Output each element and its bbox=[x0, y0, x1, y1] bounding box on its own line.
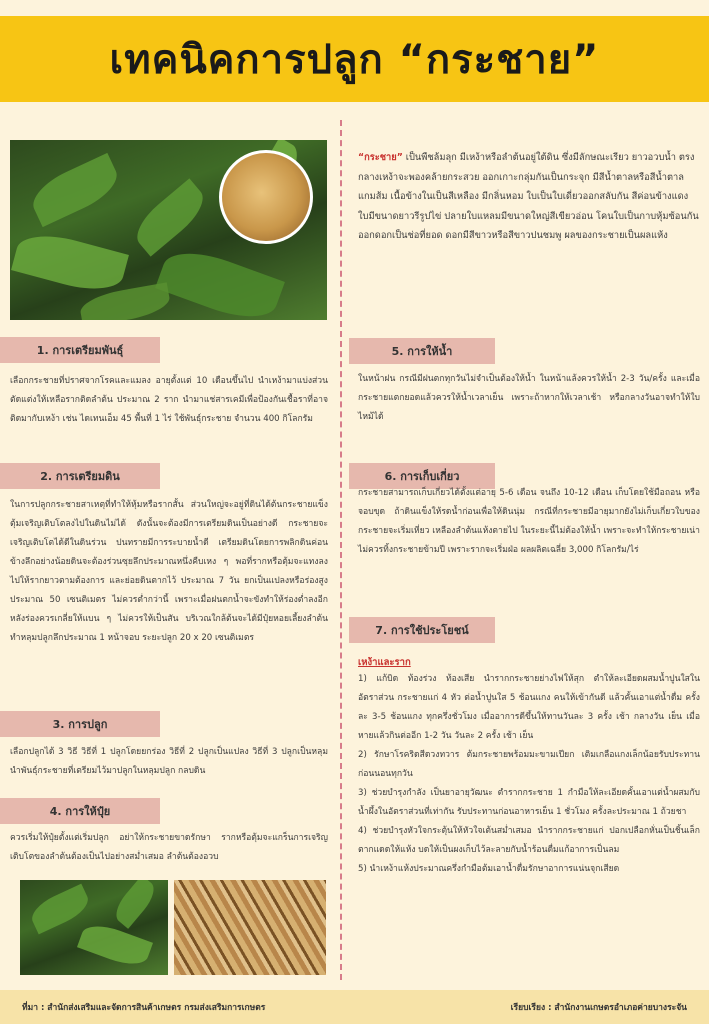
column-divider bbox=[340, 120, 342, 980]
section-body-4: ควรเริ่มให้ปุ๋ยตั้งแต่เริ่มปลูก อย่าให้กระชายขาดรักษา รากหรือตุ้มจะแกร็นการเจริญเติบโตของลำต้นต้องเป็นไปอย่างสม่ำเสมอ ลำต้นต้องอวบ bbox=[10, 833, 328, 862]
title-banner bbox=[0, 16, 709, 102]
uses-item-5: 5) นำเหง้าแห้งประมาณครึ่งกำมือต้มเอาน้ำดื่มรักษาอาการแน่นจุกเสียด bbox=[358, 864, 620, 874]
uses-item-2: 2) รักษาโรคริดสีดวงทวาร ต้มกระชายพร้อมมะขามเปียก เติมเกลือแกงเล็กน้อยรับประทานก่อนนอนทุกวัน bbox=[358, 750, 700, 779]
section-body-1: เลือกกระชายที่ปราศจากโรคและแมลง อายุตั้งแต่ 10 เดือนขึ้นไป นำเหง้ามาแบ่งส่วนตัดแต่งให้เหลือรากติดลำต้น ประมาณ 2 ราก นำมาแช่สารเคมีเพื่อป้องกันเชื้อราที่อาจติดมากับเหง้า เช่น ไดเทนเอ็ม 45 พื้นที่ 1 ไร่ ใช้พันธุ์กระชาย จำนวน 400 กิโลกรัม bbox=[10, 376, 328, 424]
section-body-6: กระชายสามารถเก็บเกี่ยวได้ตั้งแต่อายุ 5-6 เดือน จนถึง 10-12 เดือน เก็บโดยใช้มือถอน หรือจอบขุด ถ้าดินแข็งให้รดน้ำก่อนเพื่อให้ดินนุ่ม กรณีที่กระชายมีอายุมากยังไม่เก็บเกี่ยวใบของกระชายจะเริ่มเหี่ยว เหลืองลำต้นแห้งตายไป ในระยะนี้ไม่ต้องให้น้ำ เพราะจะทำให้กระชายเน่า ไม่ควรทิ้งกระชายข้ามปี เพราะรากจะเริ่มฝ่อ ผลผลิตเฉลี่ย 3,000 กิโลกรัม/ไร่ bbox=[358, 488, 700, 555]
page-title: เทคนิคการปลูก “กระชาย” bbox=[109, 37, 600, 83]
field-photo bbox=[20, 880, 168, 975]
rhizome-inset-photo bbox=[219, 150, 313, 244]
section-heading-6: 6. การเก็บเกี่ยว bbox=[349, 463, 495, 489]
intro-text: เป็นพืชล้มลุก มีเหง้าหรือลำต้นอยู่ใต้ดิน ซึ่งมีลักษณะเรียว ยาวอวบน้ำ ตรงกลางเหง้าจะพองคล้ายกระสวย ออกเกาะกลุ่มกันเป็นกระจุก มีสีน้ำตาลหรือสีน้ำตาลแกมส้ม เนื้อข้างในเป็นสีเหลือง มีกลิ่นหอม ใบเป็นใบเดี่ยวออกสลับกัน สีค่อนข้างแดง ใบมีขนาดยาวรีรูปไข่ ปลายใบแหลมมีขนาดใหญ่สีเขียวอ่อน โคนใบเป็นกาบหุ้มซ้อนกัน ออกดอกเป็นช่อที่ยอด ดอกมีสีขาวหรือสีขาวปนชมพู ผลของกระชายเป็นผลแห้ง bbox=[358, 152, 699, 241]
intro-paragraph bbox=[358, 148, 700, 246]
section-heading-7: 7. การใช้ประโยชน์ bbox=[349, 617, 495, 643]
section-body-2: ในการปลูกกระชายสาเหตุที่ทำให้หุ้มหรือรากสั้น ส่วนใหญ่จะอยู่ที่ดินได้ต้นกระชายแข็ง ตุ้มเจริญเติบโตลงไปในดินไม่ได้ ดังนั้นจะต้องมีการเตรียมดินเป็นอย่างดี กระชายจะเจริญเติบโตได้ดีในดินร่วน ปนทรายมีการระบายน้ำดี เตรียมดินโดยการพลิกดินค่อนข้างลึกอย่างน้อยดินจะต้องร่วนซุยลึกประมาณหนึ่งคืบเหง ๆ พอที่รากหรือตุ้มจะแทงลงไปให้รากยาวตามต้องการ และย่อยดินตากไว้ ประมาณ 7 วัน ยกเป็นแปลงหรือร่องสูงประมาณ 50 เซนติเมตร ไม่ควรต่ำกว่านี้ เพราะเมื่อฝนตกน้ำจะขังทำให้ร่องต่ำลงอีก หลังร่องควรเกลี่ยให้แบน ๆ ไม่ควรให้เป็นสัน บริเวณใกล้ต้นจะได้มีปุ๋ยหอยเลี้ยงลำต้น ทำหลุมปลูกลึกประมาณ 1 หน้าจอบ ระยะปลูก 20 x 20 เซนติเมตร bbox=[10, 500, 328, 643]
section-heading-3: 3. การปลูก bbox=[0, 711, 160, 737]
section-heading-2: 2. การเตรียมดิน bbox=[0, 463, 160, 489]
uses-item-4: 4) ช่วยบำรุงหัวใจกระตุ้นให้หัวใจเต้นสม่ำเสมอ นำรากกระชายแก่ ปอกเปลือกหั่นเป็นชิ้นเล็ก ตากแดดให้แห้ง บดให้เป็นผงเก็บไว้ละลายกับน้ำร้อนดื่มแก้อาการเป็นลม bbox=[358, 826, 700, 855]
section-heading-4: 4. การให้ปุ๋ย bbox=[0, 798, 160, 824]
section-heading-5: 5. การให้น้ำ bbox=[349, 338, 495, 364]
section-heading-1: 1. การเตรียมพันธุ์ bbox=[0, 337, 160, 363]
uses-item-3: 3) ช่วยบำรุงกำลัง เป็นยาอายุวัฒนะ ตำรากกระชาย 1 กำมือให้ละเอียดคั้นเอาแต่น้ำผสมกับน้ำผึ้งในอัตราส่วนที่เท่ากัน รับประทานก่อนอาหารเย็น 1 ชั่วโมง ครั้งละประมาณ 1 ถ้วยชา bbox=[358, 788, 700, 817]
footer-compiled-by: เรียบเรียง : สำนักงานเกษตรอำเภอค่ายบางระจัน bbox=[510, 1003, 687, 1013]
footer-bar bbox=[0, 990, 709, 1024]
uses-list bbox=[358, 670, 700, 879]
harvested-rhizome-photo bbox=[174, 880, 326, 975]
footer-source: ที่มา : สำนักส่งเสริมและจัดการสินค้าเกษตร กรมส่งเสริมการเกษตร bbox=[22, 1003, 266, 1013]
uses-item-1: 1) แก้บิด ท้องร่วง ท้องเสีย นำรากกระชายย่างไฟให้สุก ตำให้ละเอียดผสมน้ำปูนใสในอัตราส่วน กระชายแก่ 4 หัว ต่อน้ำปูนใส 5 ช้อนแกง คนให้เข้ากันดี แล้วคั้นเอาแต่น้ำดื่ม ครั้งละ 3-5 ช้อนแกง ทุกครึ่งชั่วโมง เมื่ออาการดีขึ้นให้ทานวันละ 3 ครั้ง เช้า กลางวัน เย็น เมื่อหายแล้วกินต่ออีก 1-2 วัน วันละ 2 ครั้ง เช้า เย็น bbox=[358, 674, 700, 741]
section-body-3: เลือกปลูกได้ 3 วิธี วิธีที่ 1 ปลูกโดยยกร่อง วิธีที่ 2 ปลูกเป็นแปลง วิธีที่ 3 ปลูกเป็นหลุม นำพันธุ์กระชายที่เตรียมไว้มาปลูกในหลุมปลูก กลบดิน bbox=[10, 747, 328, 776]
intro-highlight: “กระชาย” bbox=[358, 152, 403, 163]
section-body-5: ในหน้าฝน กรณีมีฝนตกทุกวันไม่จำเป็นต้องให้น้ำ ในหน้าแล้งควรให้น้ำ 2-3 วัน/ครั้ง และเมื่อกระชายแตกยอดแล้วควรให้น้ำเวลาเย็น เพราะถ้าหากให้เวลาเช้า หรือกลางวันอาจทำให้ใบไหม้ได้ bbox=[358, 374, 700, 422]
uses-subheading: เหง้าและราก bbox=[358, 657, 411, 668]
